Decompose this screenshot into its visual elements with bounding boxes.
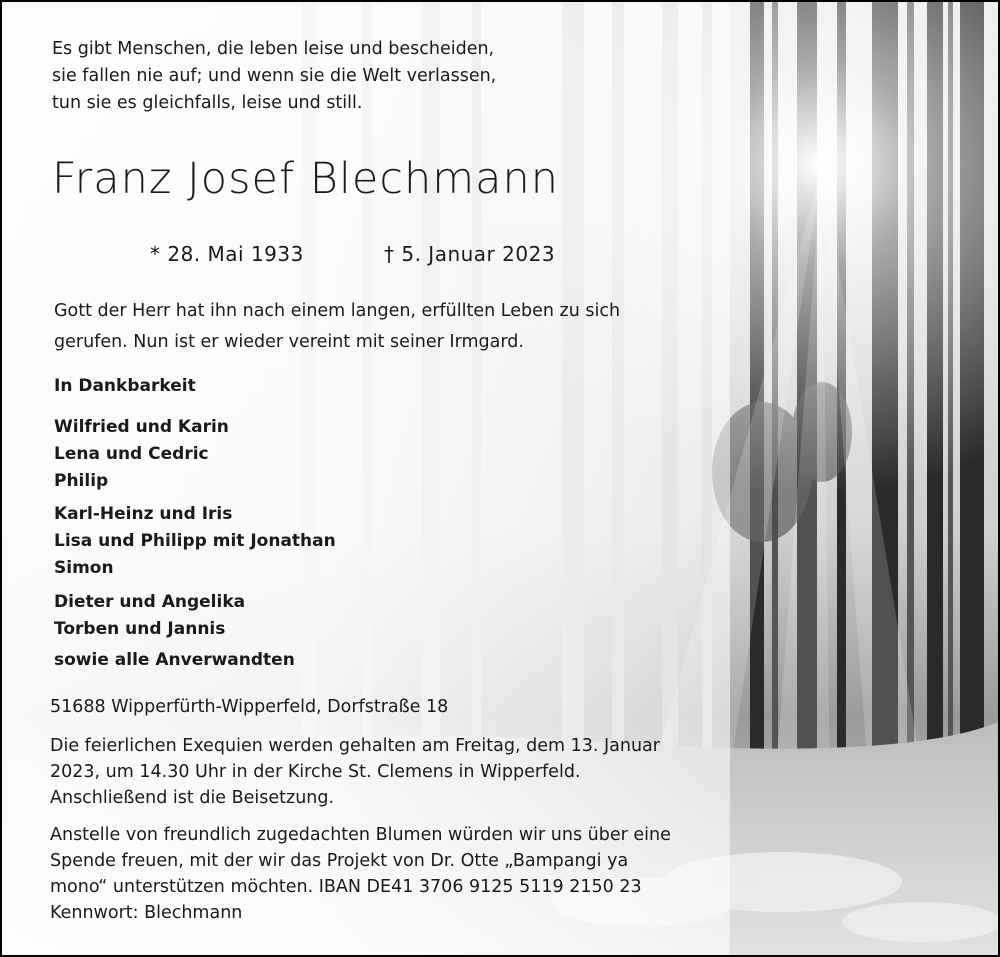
service-line: 2023, um 14.30 Uhr in der Kirche St. Clemens in Wipperfeld. [50,762,581,782]
family-group-2 [54,501,336,582]
intro-verse [52,36,496,117]
relatives-line: sowie alle Anverwandten [54,650,295,670]
family-member: Dieter und Angelika [54,592,246,612]
family-member: Philip [54,471,109,491]
family-group-3 [54,589,245,643]
service-line: Die feierlichen Exequien werden gehalten am Freitag, dem 13. Januar [50,736,660,756]
donation-line: Spende freuen, mit der wir das Projekt von Dr. Otte „Bampangi ya [50,851,629,871]
birth-date: * 28. Mai 1933 [150,242,304,266]
donation-line: mono“ unterstützen möchten. IBAN DE41 3706 9125 5119 2150 23 [50,877,642,897]
intro-line: tun sie es gleichfalls, leise und still. [52,93,363,113]
donation-info [50,822,671,926]
family-member: Wilfried und Karin [54,417,229,437]
intro-line: sie fallen nie auf; und wenn sie die Welt verlassen, [52,66,497,86]
thanks-heading: In Dankbarkeit [54,376,196,396]
address: 51688 Wipperfürth-Wipperfeld, Dorfstraße 18 [50,697,449,717]
family-member: Lena und Cedric [54,444,209,464]
service-info [50,733,660,811]
deceased-name: Franz Josef Blechmann [52,154,559,204]
family-member: Lisa und Philipp mit Jonathan [54,531,336,551]
family-member: Karl-Heinz und Iris [54,504,233,524]
message-line: gerufen. Nun ist er wieder vereint mit seiner Irmgard. [54,332,524,352]
intro-line: Es gibt Menschen, die leben leise und bescheiden, [52,39,495,59]
family-member: Torben und Jannis [54,619,226,639]
message-line: Gott der Herr hat ihn nach einem langen, erfüllten Leben zu sich [54,301,621,321]
memorial-message [54,296,620,358]
service-line: Anschließend ist die Beisetzung. [50,788,335,808]
donation-line: Kennwort: Blechmann [50,903,243,923]
donation-line: Anstelle von freundlich zugedachten Blumen würden wir uns über eine [50,825,671,845]
death-date: † 5. Januar 2023 [384,242,556,266]
family-member: Simon [54,558,114,578]
family-group-1 [54,414,229,495]
